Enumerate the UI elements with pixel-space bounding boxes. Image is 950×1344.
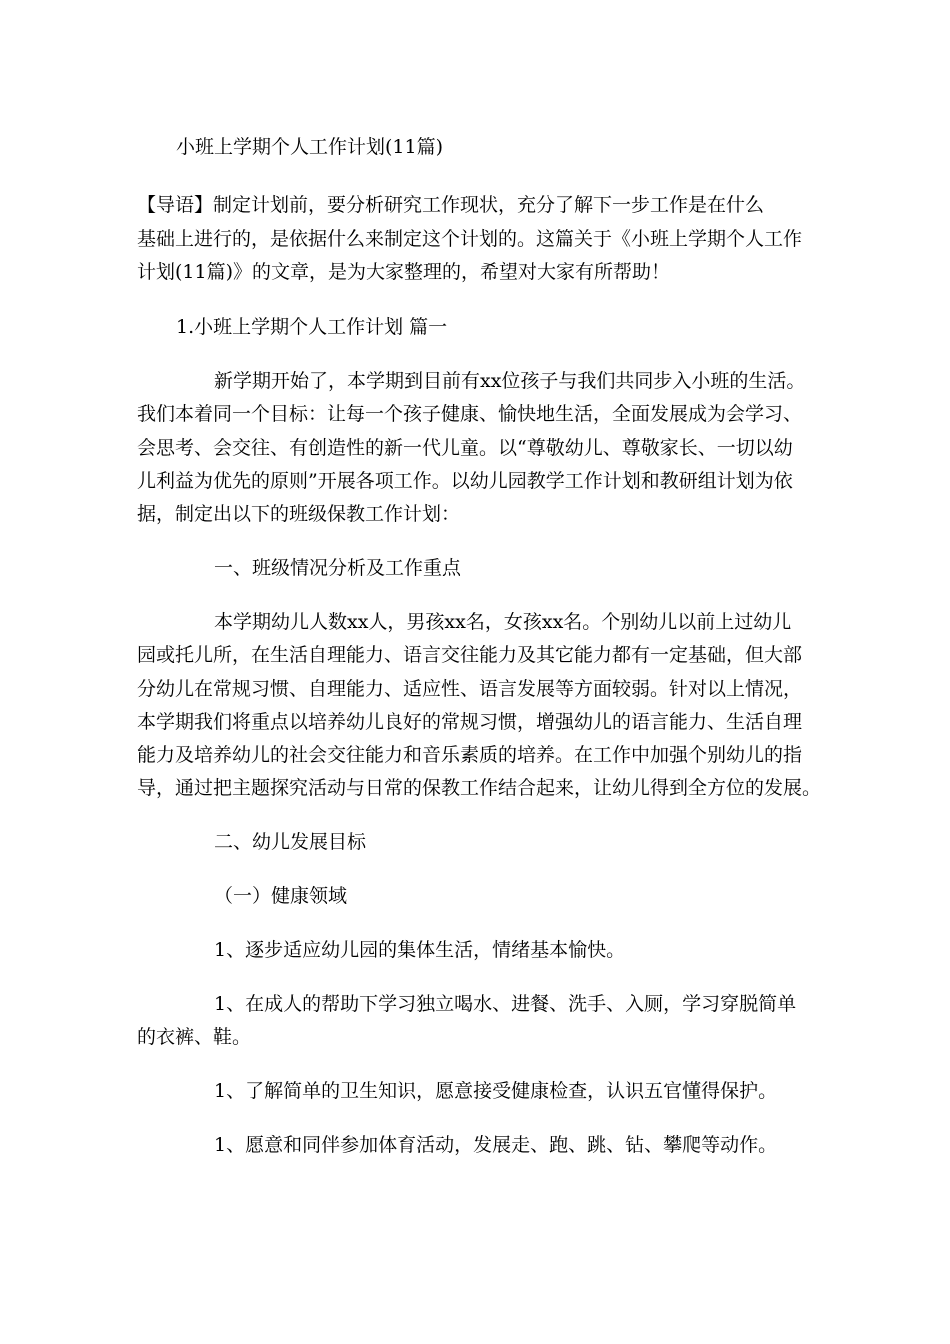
paragraph-line: 本学期我们将重点以培养幼儿良好的常规习惯，增强幼儿的语言能力、生活自理: [137, 711, 803, 733]
paragraph-line: 园或托儿所，在生活自理能力、语言交往能力及其它能力都有一定基础，但大部: [137, 644, 803, 666]
subheading: （一）健康领域: [214, 885, 348, 907]
paragraph-line: 我们本着同一个目标：让每一个孩子健康、愉快地生活，全面发展成为会学习、: [137, 403, 803, 425]
subheading: 二、幼儿发展目标: [214, 831, 367, 853]
paragraph-line: 能力及培养幼儿的社会交往能力和音乐素质的培养。在工作中加强个别幼儿的指: [137, 744, 803, 766]
paragraph-line: 新学期开始了，本学期到目前有xx位孩子与我们共同步入小班的生活。: [214, 370, 806, 392]
paragraph-line: 分幼儿在常规习惯、自理能力、适应性、语言发展等方面较弱。针对以上情况，: [137, 678, 803, 700]
paragraph-line: 据，制定出以下的班级保教工作计划：: [137, 503, 461, 525]
document-title: 小班上学期个人工作计划(11篇): [176, 136, 444, 158]
intro-line: 计划(11篇)》的文章，是为大家整理的，希望对大家有所帮助！: [137, 261, 671, 283]
list-item: 1、在成人的帮助下学习独立喝水、进餐、洗手、入厕，学习穿脱简单: [214, 993, 797, 1015]
paragraph-line: 儿利益为优先的原则”开展各项工作。以幼儿园教学工作计划和教研组计划为依: [137, 470, 793, 492]
paragraph-line: 导，通过把主题探究活动与日常的保教工作结合起来，让幼儿得到全方位的发展。: [137, 777, 822, 799]
paragraph-line: 会思考、会交往、有创造性的新一代儿童。以“尊敬幼儿、尊敬家长、一切以幼: [137, 437, 793, 459]
list-item: 1、逐步适应幼儿园的集体生活，情绪基本愉快。: [214, 939, 626, 961]
subheading: 一、班级情况分析及工作重点: [214, 557, 462, 579]
intro-line: 【导语】制定计划前，要分析研究工作现状，充分了解下一步工作是在什么: [137, 194, 765, 216]
list-item: 1、了解简单的卫生知识，愿意接受健康检查，认识五官懂得保护。: [214, 1080, 778, 1102]
list-item: 1、愿意和同伴参加体育活动，发展走、跑、跳、钻、攀爬等动作。: [214, 1134, 778, 1156]
intro-line: 基础上进行的，是依据什么来制定这个计划的。这篇关于《小班上学期个人工作: [137, 228, 803, 250]
section-heading: 1.小班上学期个人工作计划 篇一: [176, 316, 448, 338]
list-item-continuation: 的衣裤、鞋。: [137, 1026, 252, 1048]
paragraph-line: 本学期幼儿人数xx人，男孩xx名，女孩xx名。个别幼儿以前上过幼儿: [214, 611, 792, 633]
